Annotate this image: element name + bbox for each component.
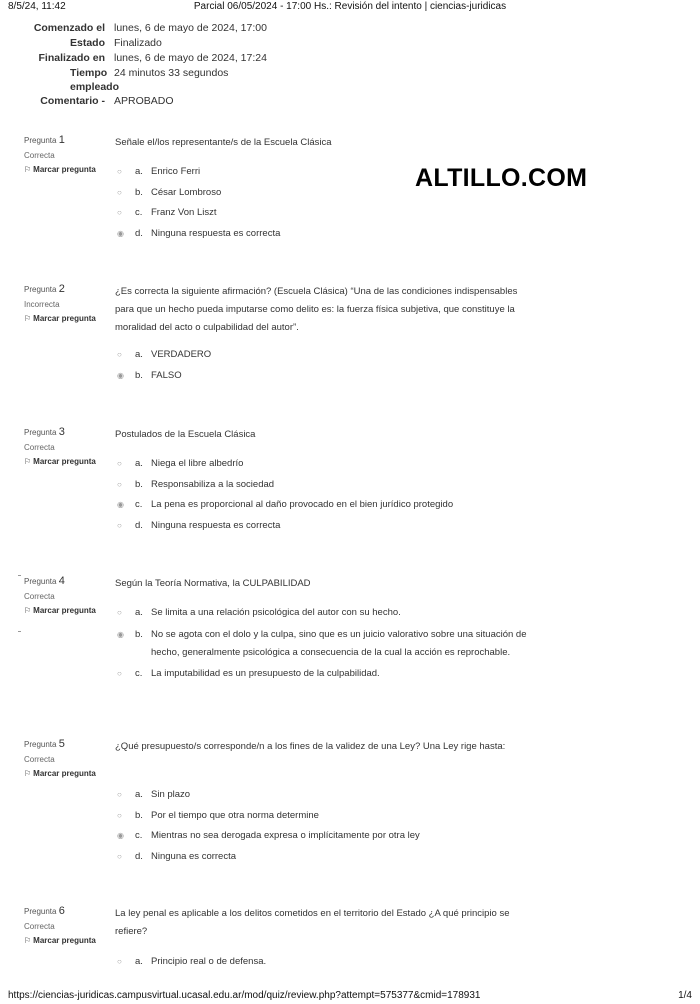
flag-icon: ⚐	[24, 769, 32, 778]
radio-selected-icon[interactable]: ◉	[117, 228, 124, 238]
radio-selected-icon[interactable]: ◉	[117, 629, 124, 639]
answer-text: Responsabiliza a la sociedad	[151, 478, 275, 490]
radio-icon[interactable]: ○	[117, 790, 122, 799]
question-number-value: 6	[58, 905, 65, 917]
question-number-value: 1	[58, 134, 65, 146]
answer-letter: b.	[135, 186, 143, 198]
answer-letter: a.	[135, 166, 143, 177]
page-edge-mark	[18, 631, 21, 632]
radio-icon[interactable]: ○	[117, 520, 122, 530]
summary-label: Comenzado el	[33, 22, 105, 34]
answer-text: Enrico Ferri	[151, 166, 201, 177]
answer-list	[117, 787, 587, 869]
flag-question-button[interactable]	[24, 936, 104, 945]
summary-label: Comentario -	[40, 95, 105, 107]
answer-option[interactable]	[117, 849, 587, 865]
answer-list	[117, 456, 587, 538]
question-number	[24, 905, 104, 917]
answer-letter: b.	[135, 478, 143, 490]
answer-letter: a.	[135, 789, 143, 800]
radio-icon[interactable]: ○	[117, 851, 122, 861]
attempt-summary	[0, 21, 700, 109]
answer-text: Sin plazo	[151, 789, 191, 800]
answer-letter: c.	[135, 830, 143, 842]
answer-letter: c.	[135, 499, 143, 511]
answer-letter: a.	[135, 458, 143, 469]
question-text: La ley penal es aplicable a los delitos cometidos en el territorio del Estado ¿A qué principio se refiere?	[115, 908, 510, 937]
summary-value: 24 minutos 33 segundos	[114, 67, 229, 79]
question-number	[24, 575, 104, 587]
flag-icon: ⚐	[24, 606, 32, 615]
answer-text: Principio real o de defensa.	[151, 956, 267, 967]
question-info	[24, 134, 104, 174]
radio-icon[interactable]: ○	[117, 459, 122, 468]
watermark-logo: ALTILLO.COM	[415, 164, 588, 192]
question-info	[24, 283, 104, 323]
radio-icon[interactable]: ○	[117, 810, 122, 820]
flag-question-button[interactable]	[24, 165, 104, 174]
answer-option[interactable]	[117, 226, 587, 242]
answer-text: La pena es proporcional al daño provocado en el bien jurídico protegido	[151, 499, 454, 511]
answer-text: Franz Von Liszt	[151, 207, 217, 219]
flag-question-button[interactable]	[24, 606, 104, 615]
question-number	[24, 134, 104, 146]
answer-text: Por el tiempo que otra norma determine	[151, 809, 319, 821]
answer-option[interactable]	[117, 185, 587, 201]
summary-label: Finalizado en	[38, 52, 105, 64]
answer-option[interactable]	[117, 626, 587, 662]
answer-option[interactable]	[117, 666, 587, 682]
answer-option[interactable]	[117, 787, 587, 803]
print-url: https://ciencias-juridicas.campusvirtual.ucasal.edu.ar/mod/quiz/review.php?attempt=575377&cmid=178931	[8, 990, 481, 1001]
answer-letter: c.	[135, 668, 143, 680]
answer-text: César Lombroso	[151, 186, 222, 198]
question-text: Según la Teoría Normativa, la CULPABILIDAD	[115, 578, 311, 589]
question-number	[24, 738, 104, 750]
summary-value: lunes, 6 de mayo de 2024, 17:00	[114, 22, 267, 34]
answer-text: Ninguna respuesta es correcta	[151, 519, 281, 531]
answer-list	[117, 347, 587, 388]
radio-selected-icon[interactable]: ◉	[117, 831, 124, 841]
flag-question-button[interactable]	[24, 314, 104, 323]
radio-icon[interactable]: ○	[117, 167, 122, 176]
question-prefix: Pregunta	[24, 577, 57, 586]
radio-icon[interactable]: ○	[117, 208, 122, 218]
answer-option[interactable]	[117, 456, 587, 472]
answer-option[interactable]	[117, 368, 587, 384]
flag-question-button[interactable]	[24, 457, 104, 466]
print-footer	[0, 988, 700, 1004]
question-number-value: 4	[58, 575, 65, 587]
question-info	[24, 575, 104, 615]
summary-label: Estado	[69, 37, 105, 49]
question-number-value: 2	[58, 283, 65, 295]
radio-icon[interactable]: ○	[117, 957, 122, 966]
answer-text: No se agota con el dolo y la culpa, sino que es un juicio valorativo sobre una situación de hecho, generalmente psicológica a consecuencia de la cual la acción es reprochable.	[151, 628, 527, 658]
flag-icon: ⚐	[24, 457, 32, 466]
flag-label: Marcar pregunta	[33, 457, 96, 466]
answer-option[interactable]	[117, 808, 587, 824]
question-state: Correcta	[24, 443, 55, 452]
question-state: Correcta	[24, 592, 55, 601]
answer-list	[117, 954, 587, 975]
print-datetime: 8/5/24, 11:42	[8, 1, 66, 12]
radio-selected-icon[interactable]: ◉	[117, 500, 124, 510]
answer-text: VERDADERO	[151, 349, 212, 360]
question-state: Correcta	[24, 922, 55, 931]
radio-selected-icon[interactable]: ◉	[117, 370, 124, 380]
question-number-value: 5	[58, 738, 65, 750]
summary-value: Finalizado	[114, 37, 162, 49]
radio-icon[interactable]: ○	[117, 187, 122, 197]
answer-option[interactable]	[117, 164, 587, 180]
answer-list	[117, 164, 587, 246]
summary-row-comment	[0, 94, 700, 109]
summary-row-time	[0, 66, 700, 94]
answer-letter: b.	[135, 809, 143, 821]
answer-text: La imputabilidad es un presupuesto de la culpabilidad.	[151, 668, 380, 680]
question-text: ¿Qué presupuesto/s corresponde/n a los fines de la validez de una Ley? Una Ley rige hasta:	[115, 741, 506, 752]
answer-letter: a.	[135, 956, 143, 967]
radio-icon[interactable]: ○	[117, 669, 122, 679]
answer-option[interactable]	[117, 347, 587, 363]
question-text: ¿Es correcta la siguiente afirmación? (Escuela Clásica) “Una de las condiciones indispensables para que un hecho pueda imputarse como delito es: la fuerza física subjetiva, que constituye la moralidad del acto o culpabilidad del autor”.	[115, 286, 518, 333]
answer-option[interactable]	[117, 497, 587, 513]
question-info	[24, 738, 104, 778]
question-number	[24, 426, 104, 438]
flag-icon: ⚐	[24, 936, 32, 945]
question-info	[24, 905, 104, 945]
question-text: Postulados de la Escuela Clásica	[115, 429, 256, 440]
flag-icon: ⚐	[24, 314, 32, 323]
answer-letter: b.	[135, 628, 143, 640]
answer-option[interactable]	[117, 477, 587, 493]
answer-text: Niega el libre albedrío	[151, 458, 244, 469]
question-state: Incorrecta	[24, 300, 60, 309]
radio-icon[interactable]: ○	[117, 350, 122, 359]
answer-text: Mientras no sea derogada expresa o implícitamente por otra ley	[151, 830, 420, 842]
summary-row-state	[0, 36, 700, 51]
question-prefix: Pregunta	[24, 740, 57, 749]
answer-letter: b.	[135, 369, 143, 381]
answer-letter: d.	[135, 519, 143, 531]
answer-option[interactable]	[117, 828, 587, 844]
summary-value: lunes, 6 de mayo de 2024, 17:24	[114, 52, 267, 64]
question-prefix: Pregunta	[24, 285, 57, 294]
question-prefix: Pregunta	[24, 136, 57, 145]
answer-text: Ninguna respuesta es correcta	[151, 227, 281, 239]
question-number	[24, 283, 104, 295]
radio-icon[interactable]: ○	[117, 479, 122, 489]
question-text: Señale el/los representante/s de la Escuela Clásica	[115, 137, 332, 148]
answer-text: Ninguna es correcta	[151, 850, 237, 862]
answer-option[interactable]	[117, 205, 587, 221]
flag-label: Marcar pregunta	[33, 606, 96, 615]
answer-letter: a.	[135, 607, 143, 618]
answer-text: FALSO	[151, 369, 182, 381]
summary-row-started	[0, 21, 700, 36]
answer-list	[117, 605, 587, 687]
answer-letter: c.	[135, 207, 143, 219]
summary-label: Tiempo empleado	[70, 67, 120, 93]
answer-option[interactable]	[117, 954, 587, 970]
summary-value: APROBADO	[114, 95, 174, 107]
question-state: Correcta	[24, 151, 55, 160]
page-edge-mark	[18, 575, 21, 576]
answer-text: Se limita a una relación psicológica del autor con su hecho.	[151, 607, 401, 618]
question-state: Correcta	[24, 755, 55, 764]
radio-icon[interactable]: ○	[117, 608, 122, 617]
answer-letter: d.	[135, 850, 143, 862]
answer-option[interactable]	[117, 518, 587, 534]
flag-label: Marcar pregunta	[33, 314, 96, 323]
question-number-value: 3	[58, 426, 65, 438]
flag-question-button[interactable]	[24, 769, 104, 778]
question-prefix: Pregunta	[24, 428, 57, 437]
print-page-title: Parcial 06/05/2024 - 17:00 Hs.: Revisión del intento | ciencias-juridicas	[193, 1, 507, 12]
print-page-number: 1/4	[678, 990, 692, 1001]
question-prefix: Pregunta	[24, 907, 57, 916]
answer-letter: d.	[135, 227, 143, 239]
print-header	[0, 0, 700, 14]
flag-icon: ⚐	[24, 165, 32, 174]
flag-label: Marcar pregunta	[33, 936, 96, 945]
answer-option[interactable]	[117, 605, 587, 621]
question-info	[24, 426, 104, 466]
summary-row-finished	[0, 51, 700, 66]
flag-label: Marcar pregunta	[33, 165, 96, 174]
answer-letter: a.	[135, 349, 143, 360]
flag-label: Marcar pregunta	[33, 769, 96, 778]
